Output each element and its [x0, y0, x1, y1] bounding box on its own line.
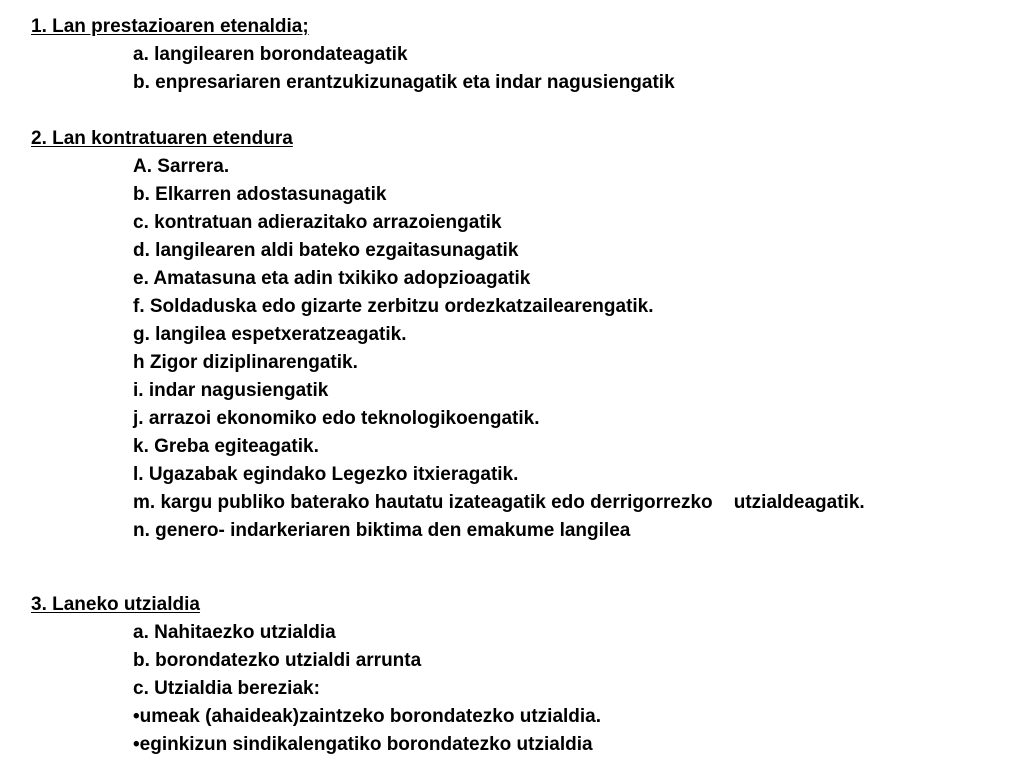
section-kontratuaren-etendura — [0, 125, 1024, 545]
list-item: b. enpresariaren erantzukizunagatik eta indar nagusiengatik — [133, 72, 675, 93]
list-item: h Zigor diziplinarengatik. — [133, 352, 358, 373]
list-item: i. indar nagusiengatik — [133, 380, 329, 401]
list-item: n. genero- indarkeriaren biktima den emakume langilea — [133, 520, 631, 541]
section-heading: 1. Lan prestazioaren etenaldia; — [31, 16, 309, 37]
list-item: l. Ugazabak egindako Legezko itxieragatik. — [133, 464, 519, 485]
list-item: e. Amatasuna eta adin txikiko adopzioagatik — [133, 268, 531, 289]
list-item: j. arrazoi ekonomiko edo teknologikoengatik. — [133, 408, 540, 429]
list-item: •umeak (ahaideak)zaintzeko borondatezko utzialdia. — [133, 706, 602, 727]
section-prestazioaren-etenaldia — [0, 13, 1024, 97]
list-item: c. kontratuan adierazitako arrazoiengatik — [133, 212, 502, 233]
list-item: g. langilea espetxeratzeagatik. — [133, 324, 407, 345]
list-item: b. Elkarren adostasunagatik — [133, 184, 387, 205]
list-item: c. Utzialdia bereziak: — [133, 678, 320, 699]
list-item: f. Soldaduska edo gizarte zerbitzu ordezkatzailearengatik. — [133, 296, 654, 317]
section-heading: 2. Lan kontratuaren etendura — [31, 128, 293, 149]
list-item: a. langilearen borondateagatik — [133, 44, 408, 65]
list-item: k. Greba egiteagatik. — [133, 436, 319, 457]
list-item: b. borondatezko utzialdi arrunta — [133, 650, 422, 671]
section-laneko-utzialdia — [0, 591, 1024, 759]
list-item: a. Nahitaezko utzialdia — [133, 622, 336, 643]
list-item: m. kargu publiko baterako hautatu izateagatik edo derrigorrezko utzialdeagatik. — [133, 492, 865, 513]
list-item: A. Sarrera. — [133, 156, 230, 177]
section-heading: 3. Laneko utzialdia — [31, 594, 200, 615]
list-item: •eginkizun sindikalengatiko borondatezko utzialdia — [133, 734, 593, 755]
list-item: d. langilearen aldi bateko ezgaitasunagatik — [133, 240, 519, 261]
